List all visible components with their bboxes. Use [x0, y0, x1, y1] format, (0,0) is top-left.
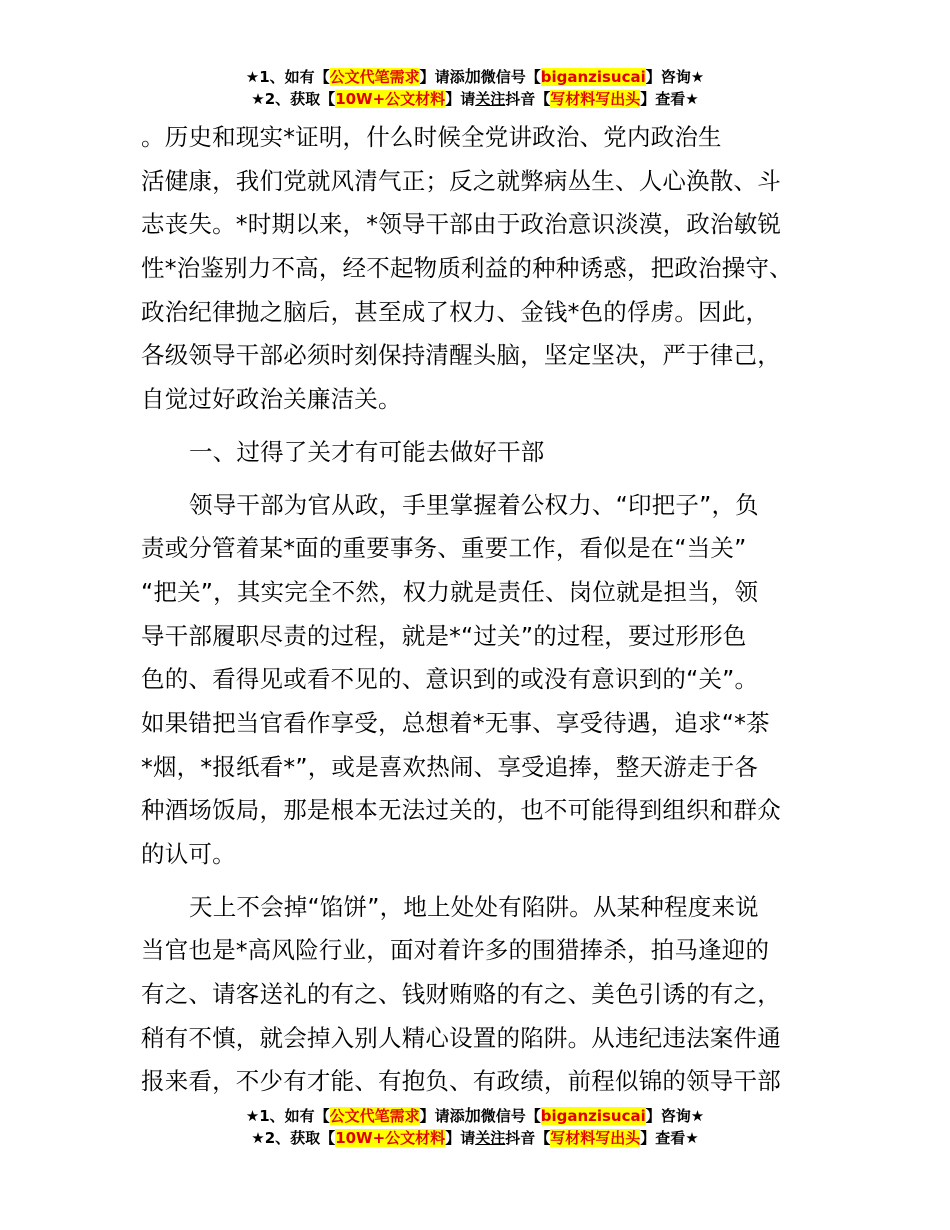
paragraph-line: 活健康，我们党就风清气正；反之就弊病丛生、人心涣散、斗 [141, 166, 781, 195]
paragraph-line: 性*治鉴别力不高，经不起物质利益的种种诱惑，把政治操守、 [141, 254, 793, 283]
banner-text: 】请添 [419, 1107, 465, 1125]
paragraph-line: *烟，*报纸看*”，或是喜欢热闹、享受追捧，整天游走于各 [141, 752, 759, 781]
banner-text: 】请 [445, 90, 476, 108]
footer-banner-line-1 [0, 1105, 950, 1127]
banner-text: 加 [464, 1106, 481, 1125]
paragraph-line: 的认可。 [141, 840, 236, 868]
banner-highlight-douyin: 写材料写出头 [550, 1129, 641, 1147]
paragraph-line: 当官也是*高风险行业，面对着许多的围猎捧杀，拍马逢迎的 [141, 936, 770, 965]
section-heading [141, 431, 831, 475]
paragraph-line: 领导干部为官从政，手里掌握着公权力、“印把子”，负 [189, 490, 759, 519]
paragraph-line: 种酒场饭局，那是根本无法过关的，也不可能得到组织和群众 [141, 796, 781, 825]
banner-highlight: 公文代笔需求 [329, 1107, 420, 1125]
banner-text: ★1、如有【 [245, 1107, 330, 1125]
banner-text: ★2、获取【 [251, 90, 336, 108]
banner-highlight: 10W+公文材料 [335, 90, 446, 108]
banner-highlight: 公文代笔需求 [329, 68, 420, 86]
paragraph-line: 报来看，不少有才能、有抱负、有政绩，前程似锦的领导干部 [141, 1067, 781, 1096]
banner-highlight: 10W+公文材料 [335, 1129, 446, 1147]
banner-text: 加 [464, 67, 481, 86]
paragraph-line: 稍有不慎，就会掉入别人精心设置的陷阱。从违纪违法案件通 [141, 1023, 781, 1052]
section-heading-text: 一、过得了关才有可能去做好干部 [189, 437, 545, 466]
header-banner [0, 66, 950, 110]
footer-banner [0, 1105, 950, 1149]
paragraph-line: 各级领导干部必须时刻保持清醒头脑，坚定坚决，严于律己， [141, 341, 781, 370]
paragraph-2 [141, 484, 831, 877]
banner-text: 微信号【 [480, 68, 541, 86]
paragraph-line: 导干部履职尽责的过程，就是*“过关”的过程，要过形形色 [141, 621, 747, 650]
banner-highlight-douyin: 写材料写出头 [550, 90, 641, 108]
header-banner-line-1 [0, 66, 950, 88]
paragraph-3 [141, 886, 831, 1104]
paragraph-line: 政治纪律抛之脑后，甚至成了权力、金钱*色的俘虏。因此， [141, 297, 770, 326]
banner-text: 】查看★ [640, 1129, 699, 1147]
banner-underlined-text: 关注 [475, 90, 506, 108]
banner-highlight-wechat-id: biganzisucai [540, 1107, 646, 1125]
banner-text: ★1、如有【 [245, 68, 330, 86]
paragraph-line: 天上不会掉“馅饼”，地上处处有陷阱。从某种程度来说 [189, 892, 759, 921]
banner-text: 抖音【 [505, 90, 551, 108]
banner-text: 】查看★ [640, 90, 699, 108]
header-banner-line-2 [0, 88, 950, 110]
banner-text: ★2、获取【 [251, 1129, 336, 1147]
banner-text: 】请添 [419, 68, 465, 86]
paragraph-line: 有之、请客送礼的有之、钱财贿赂的有之、美色引诱的有之， [141, 980, 781, 1009]
banner-text: 】咨询★ [645, 68, 705, 86]
paragraph-line: 。历史和现实*证明，什么时候全党讲政治、党内政治生 [141, 123, 722, 151]
banner-text: 】咨询★ [645, 1107, 705, 1125]
paragraph-line: 志丧失。*时期以来，*领导干部由于政治意识淡漠，政治敏锐 [141, 210, 782, 239]
banner-text: 抖音【 [505, 1129, 551, 1147]
paragraph-line: “把关”，其实完全不然，权力就是责任、岗位就是担当，领 [141, 577, 759, 606]
banner-underlined-text: 关注 [475, 1129, 506, 1147]
paragraph-line: 如果错把当官看作享受，总想着*无事、享受待遇，追求“*茶 [141, 708, 770, 737]
banner-highlight-wechat-id: biganzisucai [540, 68, 646, 86]
banner-text: 微信号【 [480, 1107, 541, 1125]
paragraph-line: 自觉过好政治关廉洁关。 [141, 385, 402, 414]
paragraph-line: 色的、看得见或看不见的、意识到的或没有意识到的“关”。 [141, 665, 759, 694]
paragraph-line: 责或分管着某*面的重要事务、重要工作，看似是在“当关” [141, 534, 747, 563]
banner-text: 】请 [445, 1129, 476, 1147]
document-body [141, 116, 831, 1104]
footer-banner-line-2 [0, 1127, 950, 1149]
paragraph-1 [141, 116, 831, 422]
